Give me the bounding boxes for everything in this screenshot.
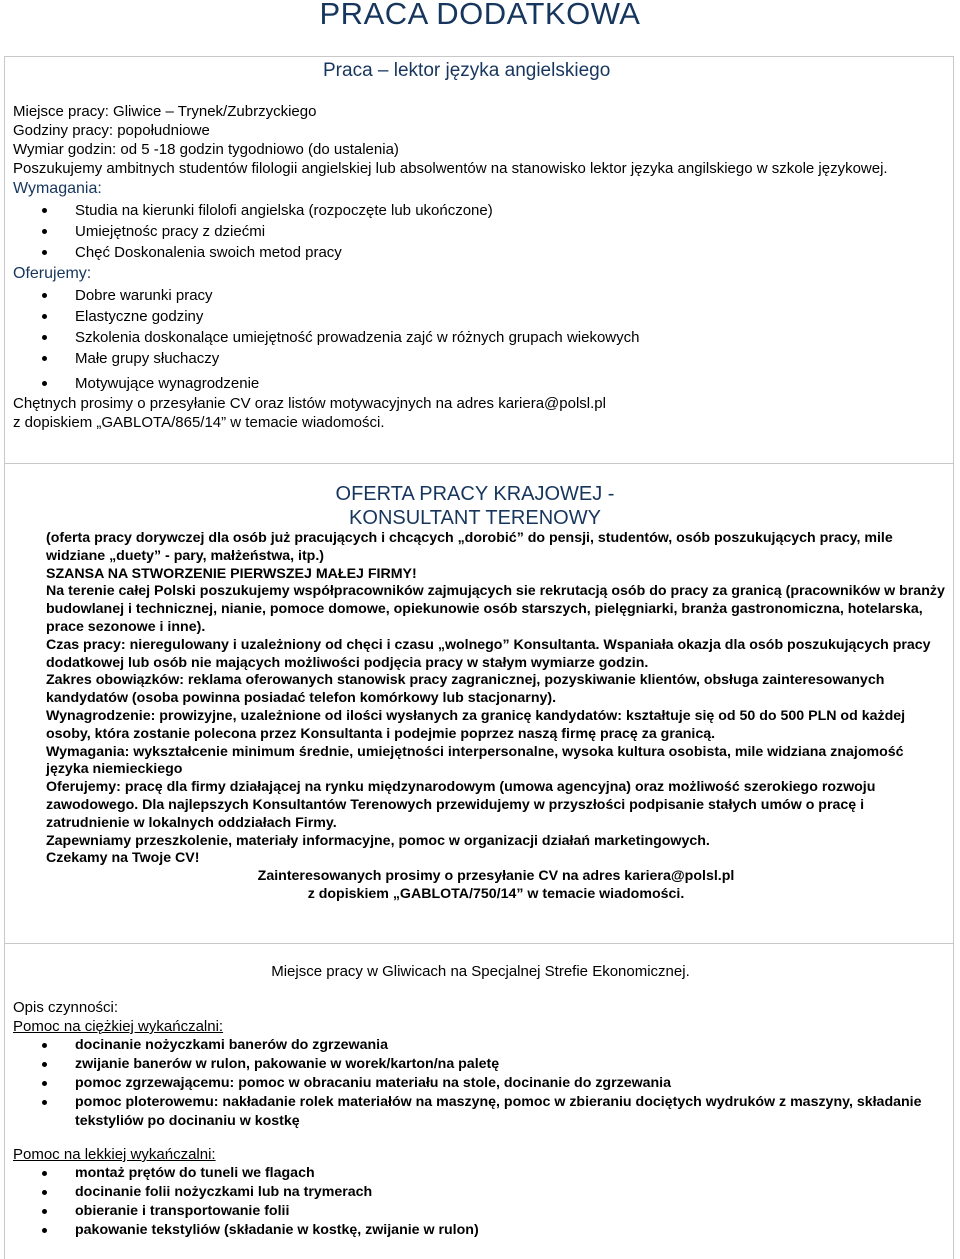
list-item: Elastyczne godziny <box>13 306 948 327</box>
list-item: zwijanie banerów w rulon, pakowanie w worek/karton/na paletę <box>13 1055 948 1074</box>
light-finishing-list <box>13 1164 948 1240</box>
heavy-finishing-list <box>13 1036 948 1131</box>
apply-instructions: Chętnych prosimy o przesyłanie CV oraz listów motywacyjnych na adres kariera@polsl.pl <box>13 395 606 412</box>
offer-paragraph: Wymagania: wykształcenie minimum średnie, umiejętności interpersonalne, wysoka kultura osobista, mile widziana znajomość języka niemieckiego <box>46 743 904 778</box>
list-item: Umiejętnośc pracy z dziećmi <box>13 221 948 242</box>
list-item: Motywujące wynagrodzenie <box>13 373 948 394</box>
offers-heading: Oferujemy: <box>13 265 92 282</box>
work-location: Miejsce pracy w Gliwicach na Specjalnej Strefie Ekonomicznej. <box>271 963 690 980</box>
list-item: Małe grupy słuchaczy <box>13 348 948 369</box>
offer-paragraph: Czekamy na Twoje CV! <box>46 850 200 867</box>
offer-description: Poszukujemy ambitnych studentów filologii angielskiej lub absolwentów na stanowisko lektor języka angilskiego w szkole językowej. <box>13 160 888 177</box>
list-item: pomoc zgrzewającemu: pomoc w obracaniu materiału na stole, docinanie do zgrzewania <box>13 1074 948 1093</box>
offer-paragraph: Zakres obowiązków: reklama oferowanych stanowisk pracy zagranicznej, pozyskiwanie klientów, obsługa zainteresowanych kandydatów (osoba powinna posiadać telefon komórkowy lub stacjonarny). <box>46 672 885 707</box>
offer-paragraph: Wynagrodzenie: prowizyjne, uzależnione od ilości wysłanych za granicę kandydatów: kształtuje się od 50 do 500 PLN od każdej osoby, która zostanie polecona przez Konsultanta i podejmie poprzez naszą firmę pracę za granicą. <box>46 707 906 742</box>
page-title: PRACA DODATKOWA <box>319 0 641 31</box>
offer-paragraph: Zapewniamy przeszkolenie, materiały informacyjne, pomoc w organizacji działań marketingowych. <box>46 832 710 849</box>
work-hours: Godziny pracy: popołudniowe <box>13 122 210 139</box>
offer-paragraph: Na terenie całej Polski poszukujemy współpracowników zajmujących sie rekrutacją osób do pracy za granicą (pracowników w branży budowlanej i technicznej, nianie, pomoce domowe, opiekunowie osób starszych, pielęgniarki, branża gastronomiczna, hotelarska, prace sezonowe i inne). <box>46 583 945 635</box>
offer-heading-sub: KONSULTANT TERENOWY <box>349 507 601 529</box>
offer-konsultant <box>46 482 946 904</box>
list-item: pomoc ploterowemu: nakładanie rolek materiałów na maszynę, pomoc w zbieraniu dociętych wydruków z maszyny, składanie tekstyliów po docinaniu w kostkę <box>13 1093 948 1131</box>
offer-paragraph: Oferujemy: pracę dla firmy działającej na rynku międzynarodowym (umowa agencyjna) oraz możliwość szerokiego rozwoju zawodowego. Dla najlepszych Konsultantów Terenowych przewidujemy w przyszłości podpisanie stałych umów o pracę i zatrudnienie w lokalnych oddziałach Firmy. <box>46 779 876 831</box>
requirements-list <box>13 200 948 263</box>
list-item: Szkolenia doskonalące umiejętność prowadzenia zajć w różnych grupach wiekowych <box>13 327 948 348</box>
list-item: pakowanie tekstyliów (składanie w kostkę, zwijanie w rulon) <box>13 1221 948 1240</box>
list-item: docinanie folii nożyczkami lub na trymerach <box>13 1183 948 1202</box>
offer-paragraph: (oferta pracy dorywczej dla osób już pracujących i chcących „dorobić” do pensji, studentów, osób poszukujących pracy, mile widziane „duety” - pary, małżeństwa, itp.) <box>46 530 893 564</box>
offer-gliwice <box>13 962 948 1240</box>
list-item: docinanie nożyczkami banerów do zgrzewania <box>13 1036 948 1055</box>
light-finishing-heading: Pomoc na lekkiej wykańczalni: <box>13 1146 216 1163</box>
list-item: obieranie i transportowanie folii <box>13 1202 948 1221</box>
work-time: Wymiar godzin: od 5 -18 godzin tygodniowo (do ustalenia) <box>13 141 399 158</box>
list-item: Chęć Doskonalenia swoich metod pracy <box>13 242 948 263</box>
work-location: Miejsce pracy: Gliwice – Trynek/Zubrzyckiego <box>13 103 317 120</box>
apply-reference: z dopiskiem „GABLOTA/750/14” w temacie wiadomości. <box>307 885 685 902</box>
list-item: Dobre warunki pracy <box>13 285 948 306</box>
list-item: Studia na kierunki filolofi angielska (rozpoczęte lub ukończone) <box>13 200 948 221</box>
apply-instructions: Zainteresowanych prosimy o przesyłanie CV na adres kariera@polsl.pl <box>257 868 735 885</box>
requirements-heading: Wymagania: <box>13 180 102 197</box>
heavy-finishing-heading: Pomoc na ciężkiej wykańczalni: <box>13 1018 224 1035</box>
offer-lektor <box>13 102 948 432</box>
offer-subtitle: Praca – lektor języka angielskiego <box>323 60 611 81</box>
offer-paragraph: SZANSA NA STWORZENIE PIERWSZEJ MAŁEJ FIRMY! <box>46 565 417 582</box>
offer-paragraph: Czas pracy: nieregulowany i uzależniony od chęci i czasu „wolnego” Konsultanta. Wspaniała okazja dla osób poszukujących pracy dodatkowej lub osób nie mających możliwości podjęcia pracy w stałym wymiarze godzin. <box>46 636 931 671</box>
offers-list <box>13 285 948 394</box>
apply-reference: z dopiskiem „GABLOTA/865/14” w temacie wiadomości. <box>13 414 385 431</box>
offer-heading: OFERTA PRACY KRAJOWEJ - <box>335 483 615 505</box>
list-item: montaż prętów do tuneli we flagach <box>13 1164 948 1183</box>
duties-heading: Opis czynności: <box>13 999 119 1016</box>
